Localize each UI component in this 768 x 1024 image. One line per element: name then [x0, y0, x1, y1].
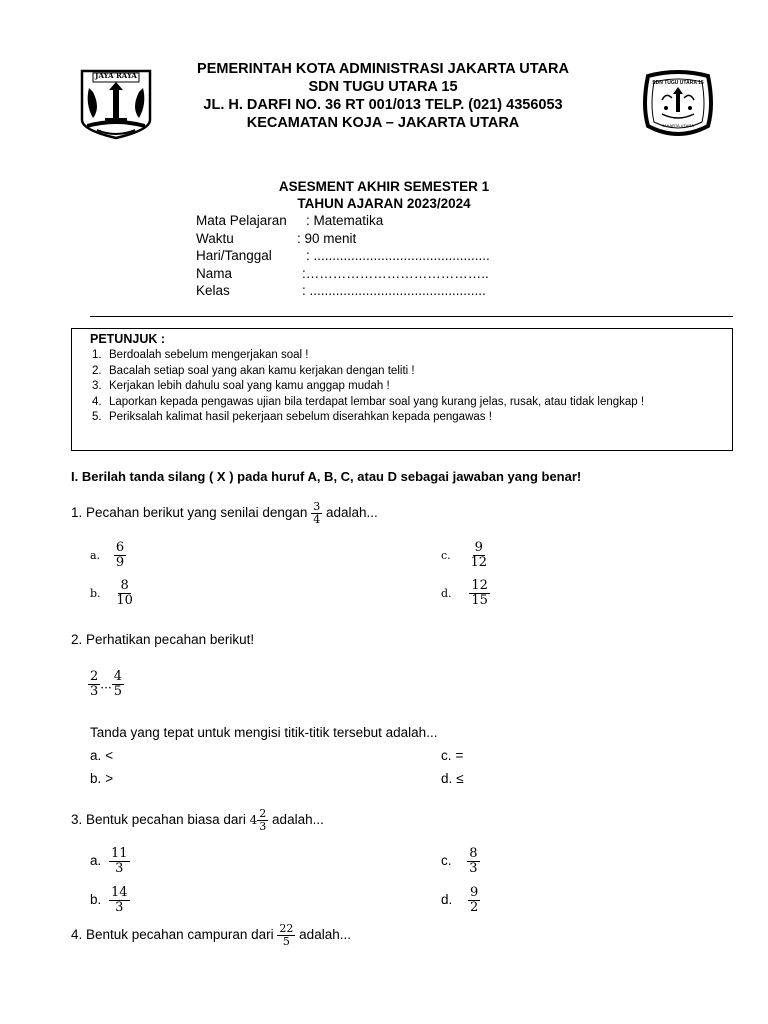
info-label: Hari/Tanggal	[196, 248, 272, 263]
fraction: $\frac{2}{3}$	[259, 807, 267, 834]
info-value: : 90 menit	[297, 230, 357, 246]
fraction-comparison: $\frac{2}{3}$ ... $\frac{4}{5}$	[90, 669, 123, 700]
info-value: : Matematika	[306, 213, 384, 228]
option-3c[interactable]: c. $\frac{8}{3}$	[441, 846, 478, 877]
letterhead	[150, 60, 616, 132]
option-3d[interactable]: d. $\frac{9}{2}$	[441, 885, 479, 916]
instruction-num: 4.	[92, 395, 102, 408]
info-row	[196, 212, 490, 230]
info-label: Nama	[196, 265, 233, 281]
kop-line-4: KECAMATAN KOJA – JAKARTA UTARA	[246, 115, 520, 131]
info-row	[196, 265, 490, 283]
instruction-item	[92, 348, 722, 364]
kop-line-3: JL. H. DARFI NO. 36 RT 001/013 TELP. (021) 4356053	[203, 97, 563, 113]
option-2c[interactable]: c. =	[441, 748, 464, 763]
fraction: $\frac{3}{4}$	[313, 500, 321, 527]
exam-year: TAHUN AJARAN 2023/2024	[297, 196, 471, 211]
question-text-end: adalah...	[272, 812, 324, 828]
instruction-text: Bacalah setiap soal yang akan kamu kerjakan dengan teliti !	[109, 364, 415, 377]
instruction-item	[92, 410, 722, 426]
option-2a[interactable]: a. <	[90, 748, 114, 763]
question-text: 1. Pecahan berikut yang senilai dengan	[71, 505, 308, 521]
instruction-text: Kerjakan lebih dahulu soal yang kamu anggap mudah !	[109, 380, 390, 392]
mixed-whole: 4	[249, 813, 258, 828]
question-3	[71, 808, 324, 833]
option-1a[interactable]: a. $\frac{6}{9}$	[90, 540, 125, 571]
info-label: Kelas	[196, 283, 230, 298]
school-logo	[640, 70, 716, 140]
kop-line-1: PEMERINTAH KOTA ADMINISTRASI JAKARTA UTARA	[197, 61, 569, 77]
option-2b[interactable]: b. >	[90, 771, 114, 786]
question-text-end: adalah...	[325, 505, 378, 521]
info-value: : ...............................................	[302, 283, 486, 298]
option-2d[interactable]: d. ≤	[441, 771, 464, 786]
instruction-text: Laporkan kepada pengawas ujian bila terdapat lembar soal yang kurang jelas, rusak, atau tidak lengkap !	[109, 395, 645, 408]
info-row	[196, 247, 490, 265]
info-row	[196, 230, 490, 248]
option-3b[interactable]: b. $\frac{14}{3}$	[90, 885, 128, 916]
option-1c[interactable]: c. $\frac{9}{12}$	[441, 540, 487, 571]
exam-title: ASESMENT AKHIR SEMESTER 1	[278, 179, 490, 194]
instructions-list	[92, 348, 722, 426]
option-1d[interactable]: d. $\frac{12}{15}$	[441, 578, 488, 609]
info-value: : ...............................................	[306, 248, 490, 263]
question-text-end: adalah...	[299, 927, 351, 943]
instruction-item	[92, 364, 722, 380]
instruction-text: Berdoalah sebelum mengerjakan soal !	[109, 349, 309, 361]
divider-line	[90, 316, 733, 317]
question-1	[71, 501, 378, 526]
fraction: $\frac{22}{5}$	[279, 922, 294, 949]
section-heading: I. Berilah tanda silang ( X ) pada huruf A, B, C, atau D sebagai jawaban yang benar!	[71, 469, 582, 484]
instruction-num: 2.	[92, 364, 102, 377]
question-text: 3. Bentuk pecahan biasa dari	[71, 812, 246, 828]
instructions-title: PETUNJUK :	[90, 332, 166, 346]
jaya-raya-logo	[79, 68, 153, 140]
question-4	[71, 923, 351, 948]
instruction-num: 1.	[92, 349, 102, 361]
logo-left-text: JAYA RAYA	[95, 71, 137, 80]
kop-line-2: SDN TUGU UTARA 15	[308, 79, 458, 95]
instruction-item	[92, 395, 722, 411]
instruction-item	[92, 379, 722, 395]
question-2-prompt: Tanda yang tepat untuk mengisi titik-titik tersebut adalah...	[90, 725, 438, 740]
logo-right-top-text: SDN TUGU UTARA 15	[652, 80, 704, 86]
instruction-text: Periksalah kalimat hasil pekerjaan sebelum diserahkan kepada pengawas !	[109, 411, 492, 423]
option-1b[interactable]: b. $\frac{8}{10}$	[90, 578, 133, 609]
option-3a[interactable]: a. $\frac{11}{3}$	[90, 846, 128, 877]
question-text: 4. Bentuk pecahan campuran dari	[71, 927, 274, 943]
instruction-num: 3.	[92, 380, 102, 392]
logo-right-bottom-text: JAKARTA UTARA	[662, 123, 694, 128]
info-value: :…………………………………..	[302, 265, 489, 281]
exam-info	[196, 212, 490, 300]
info-label: Mata Pelajaran	[196, 213, 287, 228]
instruction-num: 5.	[92, 411, 102, 423]
info-label: Waktu	[196, 230, 234, 246]
info-row	[196, 282, 490, 300]
question-2: 2. Perhatikan pecahan berikut!	[71, 632, 255, 647]
